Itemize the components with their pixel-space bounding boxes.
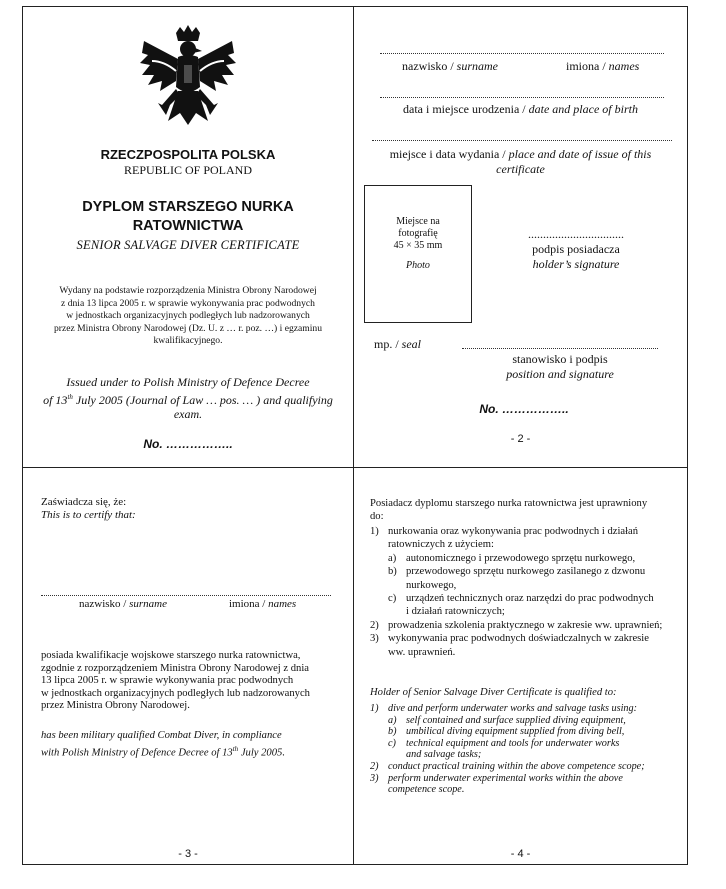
page-number: - 4 -	[510, 848, 531, 860]
names-label: imiona / names	[566, 59, 640, 73]
list-item: a) self contained and surface supplied diving equipment,	[388, 714, 626, 726]
list-item: 2) prowadzenia szkolenia praktycznego w zakresie ww. uprawnień;	[370, 619, 663, 631]
certificate-sheet	[22, 6, 688, 865]
page-number: - 3 -	[178, 848, 198, 860]
qualification-pl: posiada kwalifikacje wojskowe starszego nurka ratownictwa, zgodnie z rozporządzeniem Ministra Obrony Narodowej z dnia 13 lipca 2005 r. w sprawie wykonywania prac podwodnych w jednostkach organizacyjnych podległych lub nadzorowanych przez Ministra Obrony Narodowej.	[41, 650, 310, 712]
page-number: - 2 -	[510, 433, 531, 445]
list-item: 2) conduct practical training within the above competence scope;	[370, 760, 645, 772]
issue-dotted-line	[372, 140, 672, 141]
birth-dotted-line	[380, 97, 664, 98]
position-dotted-line	[462, 348, 658, 349]
title-pl-line2: RATOWNICTWA	[132, 218, 244, 234]
certificate-number: No. ……………..	[479, 402, 569, 416]
list-item: 3) perform underwater experimental works within the above competence scope.	[370, 772, 623, 796]
entitlements-list-pl	[370, 525, 676, 659]
list-item: a) autonomicznego i przewodowego sprzętu nurkowego,	[388, 552, 636, 564]
holder-signature: ................................ podpis posiadacza holder’s signature	[528, 227, 624, 271]
title-en: SENIOR SALVAGE DIVER CERTIFICATE	[76, 238, 300, 252]
certify-intro: Zaświadcza się, że: This is to certify that:	[41, 496, 136, 521]
entitlements-intro-en: Holder of Senior Salvage Diver Certificate is qualified to:	[370, 687, 617, 698]
position-signature: stanowisko i podpis position and signature	[506, 352, 614, 381]
surname-dotted-line	[41, 595, 331, 596]
list-item: c) technical equipment and tools for underwater works and salvage tasks;	[388, 737, 620, 761]
polish-eagle-emblem	[138, 25, 238, 137]
list-item: b) przewodowego sprzętu nurkowego zasilanego z dzwonu nurkowego,	[388, 566, 646, 591]
list-item: b) umbilical diving equipment supplied from diving bell,	[388, 726, 625, 738]
certificate-number: No. ……………..	[143, 437, 233, 451]
birth-label: data i miejsce urodzenia / date and place of birth	[403, 102, 638, 116]
page-1-cover	[23, 7, 353, 467]
issue-label: miejsce i data wydania / place and date of issue of this certificate	[389, 147, 652, 176]
country-name-pl: RZECZPOSPOLITA POLSKA	[100, 147, 276, 162]
list-item: 3) wykonywania prac podwodnych doświadczalnych w zakresie ww. uprawnień.	[370, 633, 649, 658]
surname-dotted-line	[380, 53, 664, 54]
page-2-holder-data	[354, 7, 687, 467]
seal-label: mp. / seal	[374, 337, 422, 351]
issuance-basis-pl: Wydany na podstawie rozporządzenia Ministra Obrony Narodowej z dnia 13 lipca 2005 r. w sprawie wykonywania prac podwodnych w jednostkach organizacyjnych podległych lub nadzorowanych przez Ministra Obrony Narodowej (Dz. U. z … r. poz. …) i egzaminu kwalifikacyjnego.	[53, 285, 322, 346]
issuance-basis-en: Issued under to Polish Ministry of Defence Decree of 13th July 2005 (Journal of Law … pos. … ) and qualifying exam.	[43, 375, 333, 421]
title-pl-line1: DYPLOM STARSZEGO NURKA	[82, 199, 294, 215]
names-label: imiona / names	[229, 598, 297, 610]
entitlements-intro-pl: Posiadacz dyplomu starszego nurka ratownictwa jest uprawniony do:	[370, 498, 648, 522]
list-item: c) urządzeń technicznych oraz narzędzi do prac podwodnych i działań ratowniczych;	[388, 593, 654, 618]
entitlements-list-en	[370, 703, 676, 796]
surname-label: nazwisko / surname	[79, 598, 167, 610]
list-item: 1) nurkowania oraz wykonywania prac podwodnych i działań ratowniczych z użyciem:	[370, 526, 639, 551]
list-item: 1) dive and perform underwater works and salvage tasks using:	[370, 703, 638, 714]
country-name-en: REPUBLIC OF POLAND	[123, 163, 252, 177]
qualification-en: has been military qualified Combat Diver, in compliance with Polish Ministry of Defence Decree of 13th July 2005.	[41, 730, 285, 759]
photo-placeholder: Miejsce na fotografię 45 × 35 mm Photo	[364, 185, 472, 323]
page-4-entitlements	[354, 468, 687, 864]
surname-label: nazwisko / surname	[402, 59, 498, 73]
page-3-certification	[23, 468, 353, 864]
